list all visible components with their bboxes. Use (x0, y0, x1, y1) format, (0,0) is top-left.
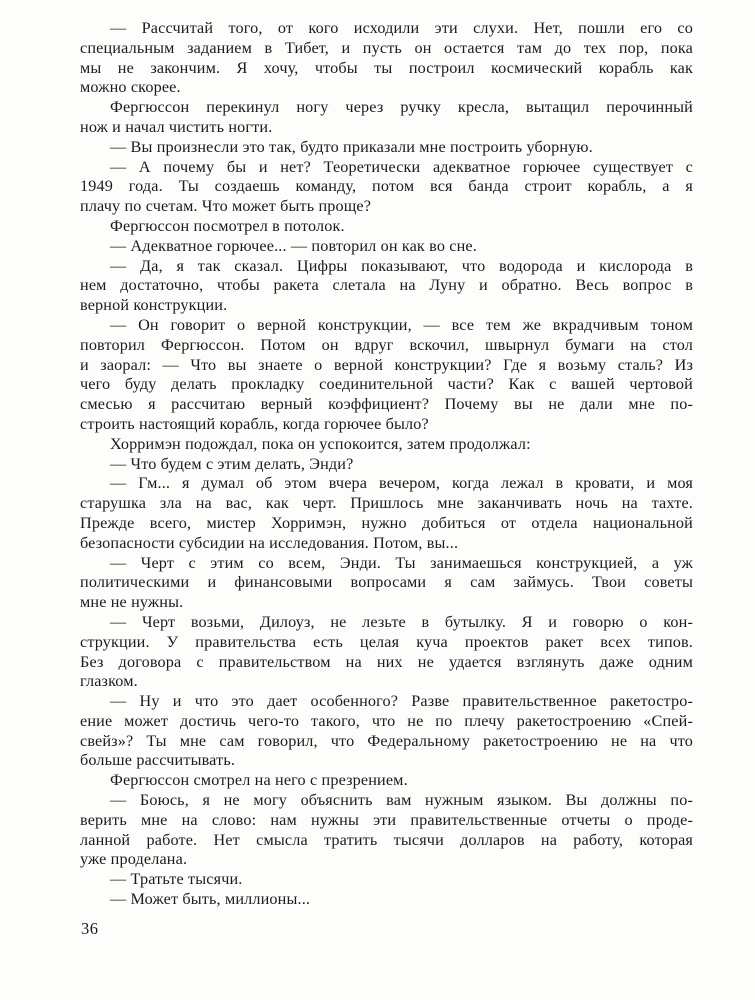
paragraph (80, 138, 693, 158)
paragraph (80, 474, 693, 553)
paragraph (80, 870, 693, 890)
page-number: 36 (81, 919, 99, 938)
paragraph (80, 217, 693, 237)
text-line: струкции. У правительства есть целая куча проектов ракет всех типов. (80, 632, 693, 651)
text-line: — Тратьте тысячи. (110, 870, 243, 889)
text-line: верной конструкции. (80, 296, 228, 315)
paragraph (80, 98, 693, 138)
text-line: мы не закончим. Я хочу, чтобы ты построил космический корабль как (80, 58, 693, 77)
paragraph (80, 237, 693, 257)
paragraph (80, 613, 693, 692)
text-line: Фергюссон смотрел на него с презрением. (110, 771, 408, 790)
text-line: старушка зла на вас, как черт. Пришлось мне заканчивать ночь на тахте. (80, 494, 693, 513)
paragraph (80, 554, 693, 613)
paragraph (80, 435, 693, 455)
text-line: — Черт возьми, Дилоуз, не лезьте в бутылку. Я и говорю о кон- (110, 612, 693, 631)
text-line: специальным заданием в Тибет, и пусть он остается там до тех пор, пока (80, 38, 693, 57)
text-line: повторил Фергюссон. Потом он вдруг вскочил, швырнул бумаги на стол (80, 335, 693, 354)
paragraph (80, 19, 693, 98)
paragraph (80, 692, 693, 771)
text-line: нем достаточно, чтобы ракета слетала на Луну и обратно. Весь вопрос в (80, 276, 693, 295)
paragraph (80, 158, 693, 217)
paragraph (80, 316, 693, 435)
text-line: больше рассчитывать. (80, 751, 236, 770)
text-line: политическими и финансовыми вопросами я сам займусь. Твои советы (80, 573, 693, 592)
text-line: строить настоящий корабль, когда горючее было? (80, 414, 429, 433)
paragraph (80, 791, 693, 870)
text-line: — Черт с этим со всем, Энди. Ты занимаешься конструкцией, а уж (110, 553, 693, 572)
text-line: и заорал: — Что вы знаете о верной конструкции? Где я возьму сталь? Из (80, 355, 693, 374)
text-line: — Да, я так сказал. Цифры показывают, что водорода и кислорода в (110, 256, 693, 275)
text-line: глазком. (80, 672, 138, 691)
text-line: плачу по счетам. Что может быть проще? (80, 197, 372, 216)
paragraph (80, 771, 693, 791)
text-line: Фергюссон посмотрел в потолок. (110, 216, 345, 235)
text-line: — Боюсь, я не могу объяснить вам нужным языком. Вы должны по- (110, 791, 693, 810)
text-line: чего буду делать прокладку соединительной части? Как с вашей чертовой (80, 375, 693, 394)
text-line: нож и начал чистить ногти. (80, 117, 273, 136)
text-line: — Рассчитай того, от кого исходили эти слухи. Нет, пошли его со (110, 19, 693, 37)
text-line: — Он говорит о верной конструкции, — все тем же вкрадчивым тоном (110, 315, 693, 334)
text-line: свейз»? Ты мне сам говорил, что Федеральному ракетостроению не на что (80, 731, 693, 750)
text-line: — Гм... я думал об этом вчера вечером, когда лежал в кровати, и моя (110, 474, 693, 493)
text-line: смесью я рассчитаю верный коэффициент? Почему вы не дали мне по- (80, 395, 693, 414)
text-line: ланной работе. Нет смысла тратить тысячи долларов на работу, которая (80, 830, 693, 849)
text-line: Прежде всего, мистер Хорримэн, нужно добиться от отдела национальной (80, 513, 693, 532)
text-line: уже проделана. (80, 850, 188, 869)
text-line: верить мне на слово: нам нужны эти правительственные отчеты о проде- (80, 810, 693, 829)
paragraph (80, 455, 693, 475)
text-line: безопасности субсидии на исследования. Потом, вы... (80, 533, 459, 552)
text-line: 1949 года. Ты создаешь команду, потом вся банда строит корабль, а я (80, 177, 693, 196)
text-line: Хорримэн подождал, пока он успокоится, затем продолжал: (110, 434, 531, 453)
paragraph (80, 257, 693, 316)
text-line: — А почему бы и нет? Теоретически адекватное горючее существует с (110, 157, 693, 176)
paragraph (80, 890, 693, 910)
text-line: — Адекватное горючее... — повторил он как во сне. (110, 236, 477, 255)
text-line: можно скорее. (80, 78, 181, 97)
text-line: Фергюссон перекинул ногу через ручку кресла, вытащил перочинный (110, 98, 693, 117)
text-line: Без договора с правительством на них не удается взглянуть даже одним (80, 652, 693, 671)
text-line: — Вы произнесли это так, будто приказали мне построить уборную. (110, 137, 593, 156)
text-line: ение может достичь чего-то такого, что не по плечу ракетостроению «Спей- (80, 711, 693, 730)
text-line: — Может быть, миллионы... (110, 890, 311, 909)
text-line: мне не нужны. (80, 593, 184, 612)
page-text (80, 19, 693, 910)
text-line: — Ну и что это дает особенного? Разве правительственное ракетостро- (110, 692, 693, 711)
text-line: — Что будем с этим делать, Энди? (110, 454, 354, 473)
